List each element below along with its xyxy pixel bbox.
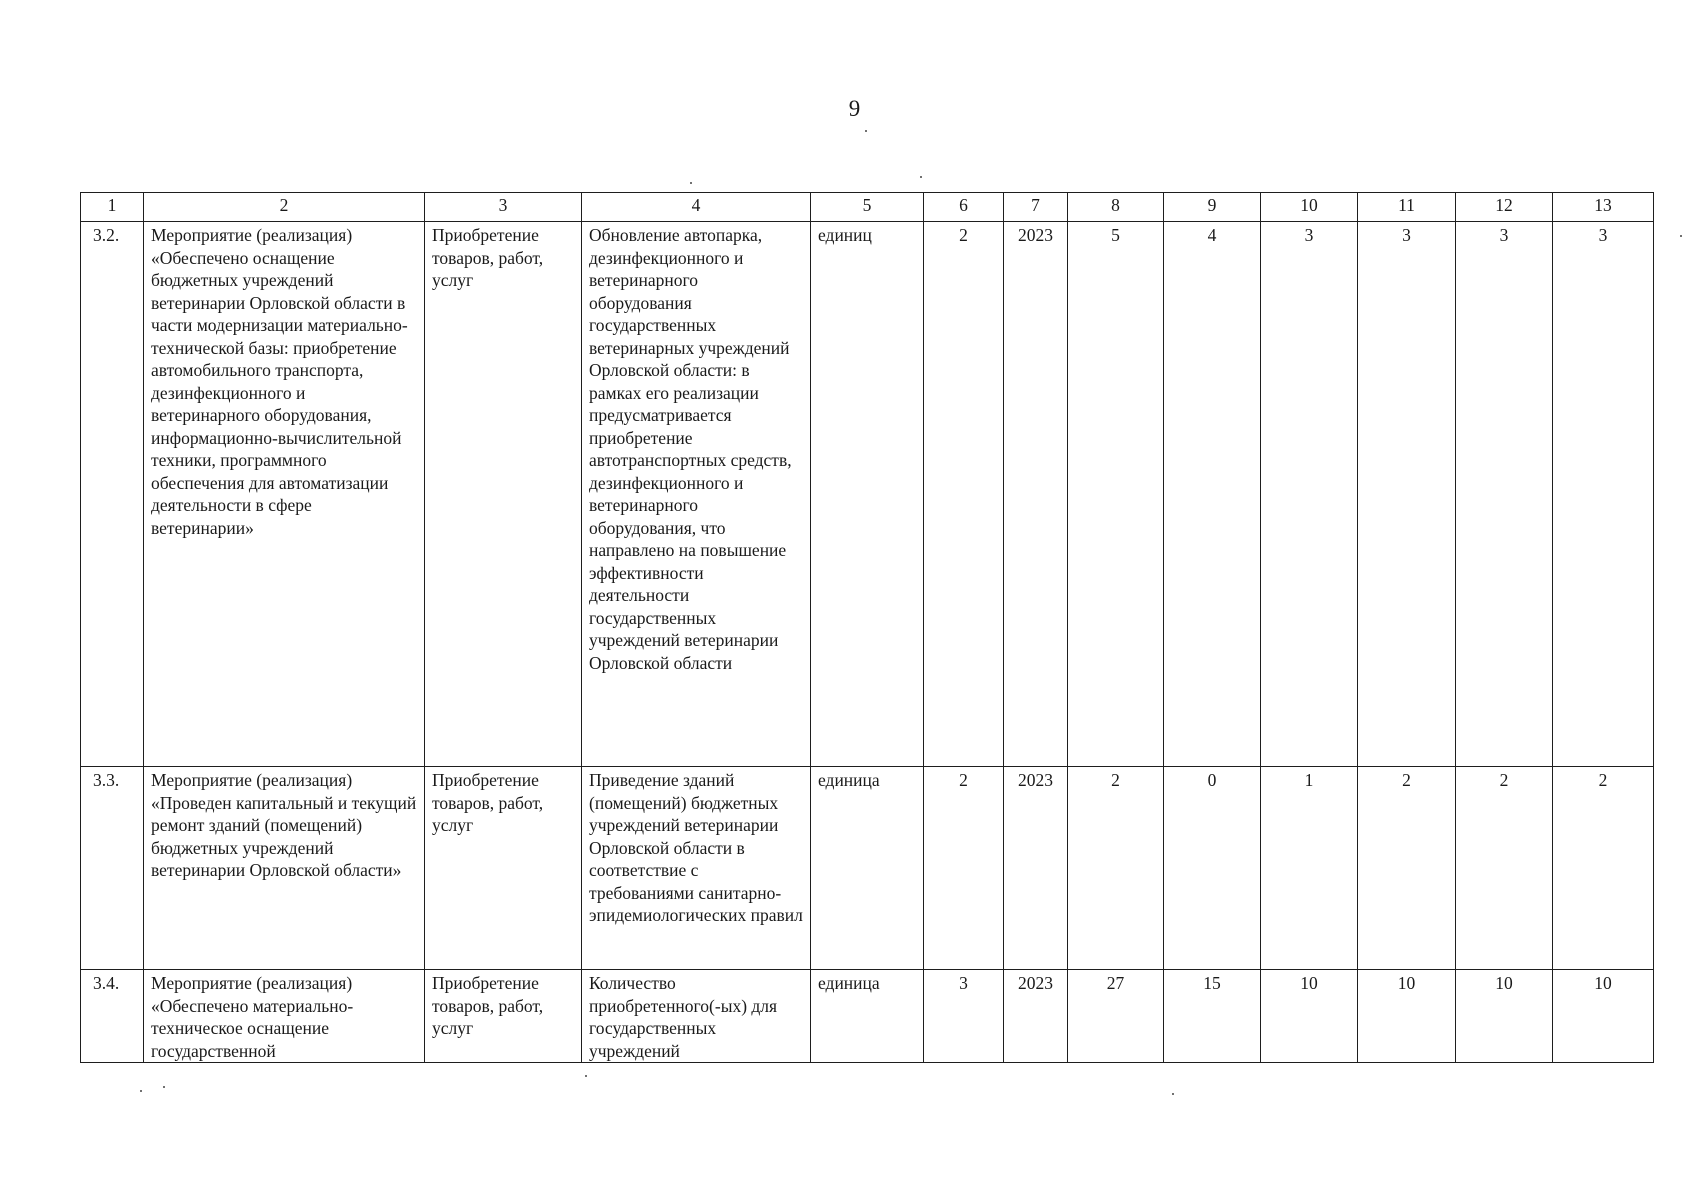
header-cell: 7 — [1004, 193, 1068, 222]
value-cell: 2 — [1068, 767, 1164, 970]
unit: единиц — [811, 222, 924, 767]
page-number: 9 — [848, 96, 861, 121]
event-name: Мероприятие (реализация) «Проведен капитальный и текущий ремонт зданий (помещений) бюджетных учреждений ветеринарии Орловской области» — [144, 767, 425, 970]
scan-speck — [865, 130, 867, 132]
header-cell: 6 — [924, 193, 1004, 222]
scan-speck — [690, 182, 692, 184]
value-cell: 3 — [1358, 222, 1456, 767]
row-id: 3.4. — [81, 970, 144, 1063]
header-cell: 13 — [1553, 193, 1654, 222]
value-cell: 3 — [924, 970, 1004, 1063]
value-cell: 2 — [1456, 767, 1553, 970]
unit: единица — [811, 767, 924, 970]
measures-table — [80, 192, 1654, 1063]
scan-speck — [1172, 1093, 1174, 1095]
header-cell: 8 — [1068, 193, 1164, 222]
row-id: 3.3. — [81, 767, 144, 970]
value-cell: 2 — [924, 767, 1004, 970]
value-cell: 10 — [1456, 970, 1553, 1063]
event-type: Приобретение товаров, работ, услуг — [425, 767, 582, 970]
base-year-cell: 2023 — [1004, 767, 1068, 970]
value-cell: 10 — [1553, 970, 1654, 1063]
header-cell: 12 — [1456, 193, 1553, 222]
header-cell: 5 — [811, 193, 924, 222]
unit: единица — [811, 970, 924, 1063]
scan-speck — [1680, 235, 1682, 237]
event-name: Мероприятие (реализация) «Обеспечено оснащение бюджетных учреждений ветеринарии Орловской области в части модернизации материально-технической базы: приобретение автомобильного транспорта, дезинфекционного и ветеринарного оборудования, информационно-вычислительной техники, программного обеспечения для автоматизации деятельности в сфере ветеринарии» — [144, 222, 425, 767]
event-description: Количество приобретенного(-ых) для государственных учреждений — [582, 970, 811, 1063]
header-cell: 1 — [81, 193, 144, 222]
row-id: 3.2. — [81, 222, 144, 767]
base-year-cell: 2023 — [1004, 222, 1068, 767]
header-cell: 3 — [425, 193, 582, 222]
event-description: Обновление автопарка, дезинфекционного и ветеринарного оборудования государственных ветеринарных учреждений Орловской области: в рамках его реализации предусматривается приобретение автотранспортных средств, дезинфекционного и ветеринарного оборудования, что направлено на повышение эффективности деятельности государственных учреждений ветеринарии Орловской области — [582, 222, 811, 767]
value-cell: 2 — [1553, 767, 1654, 970]
table-row — [81, 222, 1654, 767]
value-cell: 10 — [1358, 970, 1456, 1063]
scan-speck — [585, 1075, 587, 1077]
scan-speck — [920, 176, 922, 178]
value-cell: 0 — [1164, 767, 1261, 970]
scan-speck — [140, 1090, 142, 1092]
value-cell: 4 — [1164, 222, 1261, 767]
event-type: Приобретение товаров, работ, услуг — [425, 970, 582, 1063]
event-type: Приобретение товаров, работ, услуг — [425, 222, 582, 767]
value-cell: 1 — [1261, 767, 1358, 970]
value-cell: 3 — [1261, 222, 1358, 767]
value-cell: 2 — [924, 222, 1004, 767]
value-cell: 2 — [1358, 767, 1456, 970]
value-cell: 5 — [1068, 222, 1164, 767]
value-cell: 3 — [1456, 222, 1553, 767]
header-cell: 11 — [1358, 193, 1456, 222]
value-cell: 15 — [1164, 970, 1261, 1063]
value-cell: 3 — [1553, 222, 1654, 767]
scan-speck — [163, 1086, 165, 1088]
table-row — [81, 767, 1654, 970]
header-cell: 10 — [1261, 193, 1358, 222]
table-row — [81, 970, 1654, 1063]
value-cell: 10 — [1261, 970, 1358, 1063]
header-cell: 2 — [144, 193, 425, 222]
base-year-cell: 2023 — [1004, 970, 1068, 1063]
header-cell: 4 — [582, 193, 811, 222]
event-name: Мероприятие (реализация) «Обеспечено материально-техническое оснащение государственной — [144, 970, 425, 1063]
table-header-row — [81, 193, 1654, 222]
header-cell: 9 — [1164, 193, 1261, 222]
value-cell: 27 — [1068, 970, 1164, 1063]
event-description: Приведение зданий (помещений) бюджетных учреждений ветеринарии Орловской области в соответствие с требованиями санитарно-эпидемиологических правил — [582, 767, 811, 970]
